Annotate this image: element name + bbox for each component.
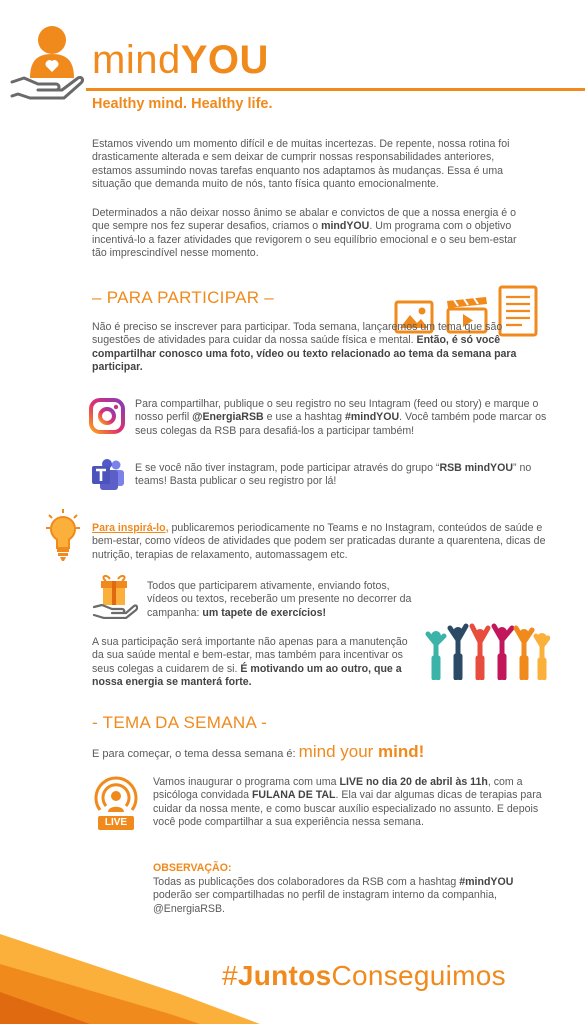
theme-lead [92,742,424,762]
teams-text-2: ” no teams! Basta publicar o seu registro por lá! [135,462,532,488]
gift-hand-icon [92,573,138,619]
hand-heart-logo-icon [8,16,84,100]
live-guest: FULANA DE TAL [251,789,336,802]
people-group-icon [424,616,550,680]
theme-name-light: mind your [298,742,379,761]
instagram-hashtag: #mindYOU [344,411,400,424]
gift-text [147,580,422,620]
intro-p2-start: Determinados a não deixar nosso ânimo se abalar e convictos de que a nossa energia é o que sempre nos fez superar desafios, criamos o [92,207,517,233]
teams-group-name: RSB mindYOU [439,462,514,474]
live-badge: LIVE [98,816,134,830]
section-title-participar: – PARA PARTICIPAR – [92,288,275,307]
instagram-text-1: Para compartilhar, publique o seu registro no seu Intagram (feed ou story) e marque o nosso perfil [135,398,539,424]
live-date: LIVE no dia 20 de abril às 11h [339,776,488,788]
teams-icon [90,458,126,492]
instagram-icon [88,397,126,435]
intro-paragraph-1: Estamos vivendo um momento difícil e de muitas incertezas. De repente, nossa rotina foi drasticamente alterada e sem deixar de cumprir nossas responsabilidades anteriores, estamos assumindo novas tarefas enquanto nos adaptamos às mudanças. Essa é uma situação que demanda muito de nós, tanto física quanto emocionalmente. [92,138,510,191]
inspire-link[interactable]: Para inspirá-lo, [92,522,169,534]
observation-title: OBSERVAÇÃO: [153,862,232,874]
together-text [92,636,417,690]
together-text-main: A sua participação será importante não apenas para a manutenção da sua saúde mental e bem-estar, mas também para incentivar os seus colegas a cuidarem de si. [92,636,408,675]
lightbulb-icon [45,508,81,564]
observation-text-1: Todas as publicações dos colaboradores da RSB com a hashtag [153,876,460,888]
intro-p2-bold: mindYOU [321,220,370,233]
observation-text [153,876,533,916]
intro-paragraph-2 [92,207,532,261]
participar-text-bold: Então, é só você compartilhar conosco uma foto, vídeo ou texto relacionado ao tema da semana para participar. [92,334,517,374]
brand-logo [92,38,269,83]
instagram-text-2: e use a hashtag [263,411,345,424]
instagram-text [135,398,550,438]
tagline: Healthy mind. Healthy life. [92,96,273,112]
footer-light: Conseguimos [331,960,506,991]
footer-bold: Juntos [237,960,332,991]
instagram-text-3: . Você também pode marcar os seus colegas da RSB para desafiá-los a participar também! [135,411,547,437]
instagram-handle: @EnergiaRSB [192,411,264,424]
live-text-1: Vamos inaugurar o programa com uma [153,776,340,788]
participar-text [92,321,547,375]
teams-text-1: E se você não tiver instagram, pode participar através do grupo “ [135,462,440,474]
teams-text [135,462,550,489]
brand-light: mind [92,38,181,82]
brand-bold: YOU [180,38,269,82]
intro-p2-end: . Um programa com o objetivo incentivá-lo a fazer atividades que revigorem o seu equilíbrio emocional e o seu bem-estar tão imprescindível nesse momento. [92,220,517,260]
live-text [153,776,551,830]
live-text-3: . Ela vai dar algumas dicas de terapias para cuidar da nossa mente, e como buscar auxílio especializado no assunto. E depois você pode compartilhar a sua experiência nessa semana. [153,789,542,829]
inspire-text [92,522,552,562]
observation-hashtag: #mindYOU [459,876,514,888]
section-title-tema: - TEMA DA SEMANA - [92,713,268,732]
footer-hashtag [222,960,506,992]
gift-text-main: Todos que participarem ativamente, enviando fotos, vídeos ou textos, receberão um presente no decorrer da campanha: [147,580,412,619]
live-text-2: , com a psicóloga convidada [153,776,523,802]
footer-hash: # [222,960,238,991]
gift-text-bold: um tapete de exercícios! [202,606,327,619]
observation-text-2: poderão ser compartilhadas no perfil de instagram interno da companhia, @EnergiaRSB. [153,889,497,915]
together-text-bold: É motivando um ao outro, que a nossa energia se manterá forte. [92,662,402,689]
header-rule [86,88,585,91]
theme-lead-text: E para começar, o tema dessa semana é: [92,748,299,760]
theme-name-bold: mind! [378,742,425,761]
participar-text-main: Não é preciso se inscrever para participar. Toda semana, lançaremos um tema que são sugestões de atividades para cuidar da nossa saúde física e mental. [92,321,503,347]
inspire-text-main: publicaremos periodicamente no Teams e no Instagram, conteúdos de saúde e bem-estar, como vídeos de atividades que podem ser praticadas durante a quarentena, dicas de nutrição, terapias de relaxamento, automassagem etc. [92,522,546,561]
